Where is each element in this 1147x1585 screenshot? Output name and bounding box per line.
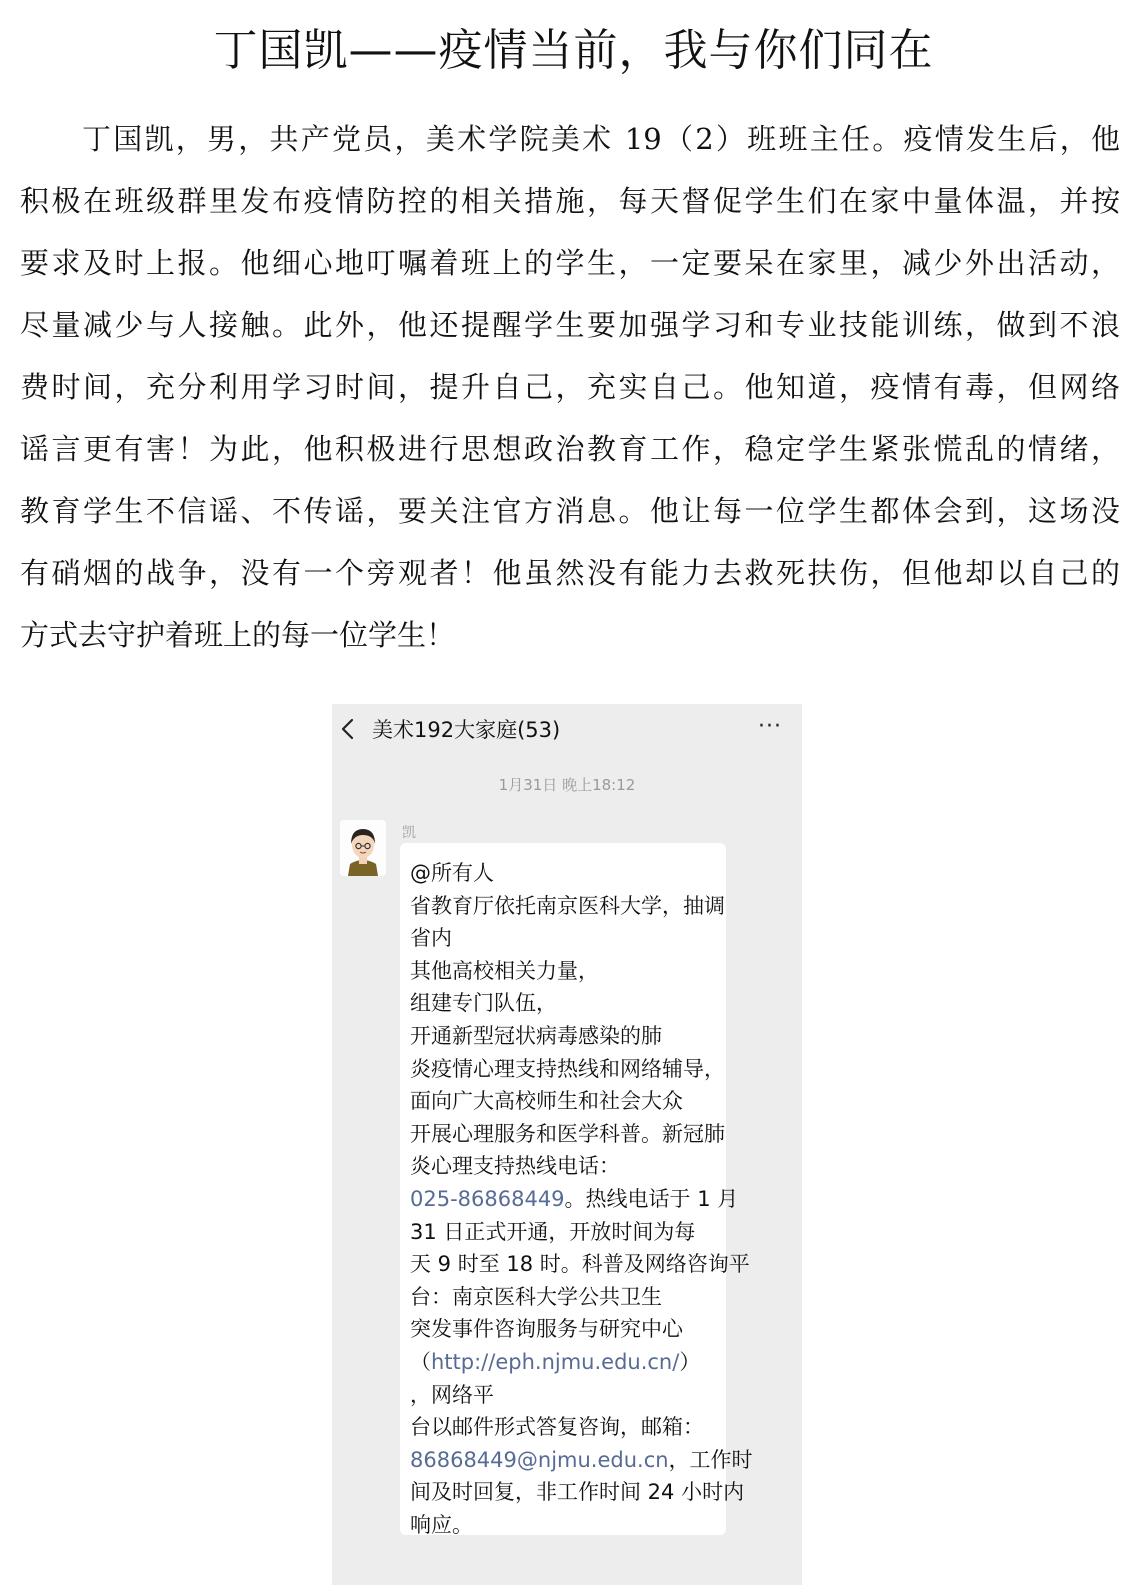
more-icon[interactable]: ··· bbox=[758, 714, 782, 739]
message-line: 炎疫情心理支持热线和网络辅导， bbox=[410, 1056, 725, 1081]
chat-screenshot bbox=[332, 704, 802, 1585]
paragraph-line: 教育学生不信谣、不传谣，要关注官方消息。他让每一位学生都体会到，这场没 bbox=[20, 494, 1120, 528]
message-line: 突发事件咨询服务与研究中心 bbox=[410, 1317, 683, 1342]
message-text-span: ，工作时 bbox=[668, 1447, 753, 1472]
message-text-span: （ bbox=[410, 1349, 431, 1374]
message-line bbox=[410, 1346, 726, 1379]
paragraph-line: 积极在班级群里发布疫情防控的相关措施，每天督促学生们在家中量体温，并按 bbox=[20, 184, 1120, 218]
paragraph-line: 费时间，充分利用学习时间，提升自己，充实自己。他知道，疫情有毒，但网络 bbox=[20, 370, 1120, 404]
url-link[interactable]: http://eph.njmu.edu.cn/ bbox=[431, 1349, 680, 1374]
message-timestamp: 1月31日 晚上18:12 bbox=[498, 776, 636, 794]
message-line: 台以邮件形式答复咨询，邮箱： bbox=[410, 1415, 704, 1440]
message-line bbox=[410, 1444, 753, 1477]
paragraph-line: 方式去守护着班上的每一位学生！ bbox=[20, 618, 456, 652]
message-line: 天 9 时至 18 时。科普及网络咨询平 bbox=[410, 1252, 750, 1277]
message-text bbox=[410, 857, 753, 1541]
paragraph-line: 尽量减少与人接触。此外，他还提醒学生要加强学习和专业技能训练，做到不浪 bbox=[20, 308, 1120, 342]
message-line bbox=[410, 1183, 739, 1216]
phone-link[interactable]: 025-86868449 bbox=[410, 1186, 565, 1211]
message-line: 省内 bbox=[410, 926, 452, 951]
paragraph-line: 要求及时上报。他细心地叮嘱着班上的学生，一定要呆在家里，减少外出活动， bbox=[20, 246, 1120, 280]
message-line: 省教育厅依托南京医科大学，抽调 bbox=[410, 893, 725, 918]
email-link[interactable]: 86868449@njmu.edu.cn bbox=[410, 1447, 669, 1472]
message-bubble[interactable] bbox=[400, 843, 753, 1537]
message-line: 间及时回复，非工作时间 24 小时内 bbox=[410, 1480, 745, 1505]
paragraph-line: 丁国凯，男，共产党员，美术学院美术 19（2）班班主任。疫情发生后，他 bbox=[82, 122, 1120, 156]
message-line: 开通新型冠状病毒感染的肺 bbox=[410, 1023, 662, 1048]
sender-name: 凯 bbox=[402, 825, 416, 841]
message-line: @所有人 bbox=[410, 861, 494, 885]
message-line: 响应。 bbox=[410, 1512, 473, 1537]
message-line: ，网络平 bbox=[410, 1382, 494, 1407]
paragraph-line: 谣言更有害！为此，他积极进行思想政治教育工作，稳定学生紧张慌乱的情绪， bbox=[20, 432, 1120, 466]
message-line: 炎心理支持热线电话： bbox=[410, 1154, 620, 1179]
message-line: 台：南京医科大学公共卫生 bbox=[410, 1284, 662, 1309]
chevron-left-icon[interactable] bbox=[340, 718, 356, 740]
chat-title: 美术192大家庭(53) bbox=[372, 718, 561, 742]
chat-header bbox=[332, 704, 802, 752]
paragraph-line: 有硝烟的战争，没有一个旁观者！他虽然没有能力去救死扶伤，但他却以自己的 bbox=[20, 556, 1120, 590]
cartoon-avatar-icon[interactable] bbox=[340, 820, 386, 876]
message-text-span: 。热线电话于 1 月 bbox=[564, 1186, 739, 1211]
message-line: 组建专门队伍， bbox=[410, 991, 557, 1016]
message-line: 其他高校相关力量， bbox=[410, 958, 599, 983]
article-body bbox=[20, 108, 1120, 666]
message-line: 31 日正式开通，开放时间为每 bbox=[410, 1219, 696, 1244]
message-line: 面向广大高校师生和社会大众 bbox=[410, 1089, 683, 1114]
article-title: 丁国凯——疫情当前，我与你们同在 bbox=[213, 25, 934, 76]
message-line: 开展心理服务和医学科普。新冠肺 bbox=[410, 1121, 725, 1146]
message-text-span: ） bbox=[679, 1349, 701, 1374]
